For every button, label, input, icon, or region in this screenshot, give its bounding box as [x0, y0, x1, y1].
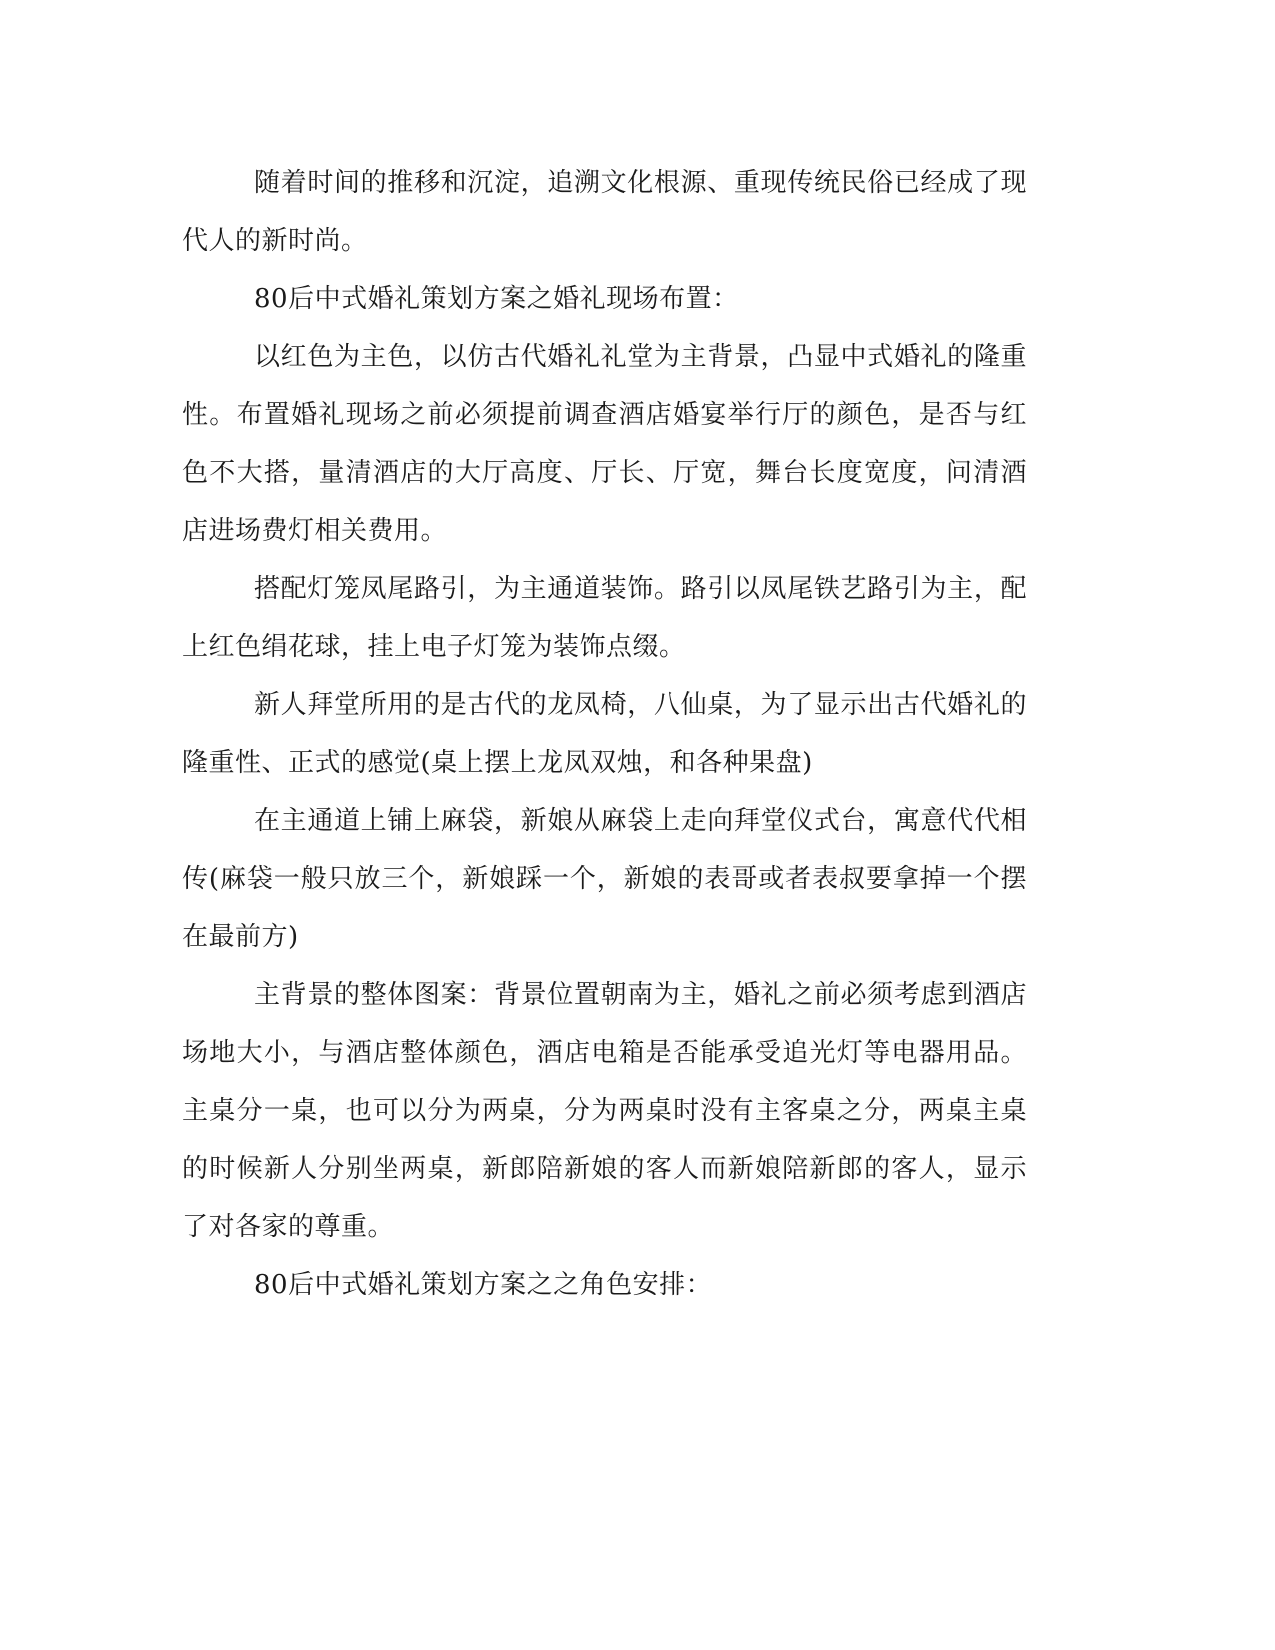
paragraph-backdrop-tables: 主背景的整体图案：背景位置朝南为主，婚礼之前必须考虑到酒店场地大小，与酒店整体颜色，酒店电箱是否能承受追光灯等电器用品。主桌分一桌，也可以分为两桌，分为两桌时没有主客桌之分，两桌主桌的时候新人分别坐两桌，新郎陪新娘的客人而新娘陪新郎的客人，显示了对各家的尊重。	[182, 980, 1027, 1242]
paragraph-ceremony-furniture: 新人拜堂所用的是古代的龙凤椅，八仙桌，为了显示出古代婚礼的隆重性、正式的感觉(桌上摆上龙凤双烛，和各种果盘)	[182, 690, 1027, 778]
paragraph-lantern-aisle: 搭配灯笼凤尾路引，为主通道装饰。路引以凤尾铁艺路引为主，配上红色绢花球，挂上电子灯笼为装饰点缀。	[182, 574, 1027, 662]
document-body	[182, 154, 1027, 1314]
heading-venue-layout: 80后中式婚礼策划方案之婚礼现场布置：	[254, 284, 739, 314]
paragraph-sacks-tradition: 在主通道上铺上麻袋，新娘从麻袋上走向拜堂仪式台，寓意代代相传(麻袋一般只放三个，新娘踩一个，新娘的表哥或者表叔要拿掉一个摆在最前方)	[182, 806, 1027, 952]
heading-role-arrangement: 80后中式婚礼策划方案之之角色安排：	[254, 1270, 713, 1300]
paragraph-intro: 随着时间的推移和沉淀，追溯文化根源、重现传统民俗已经成了现代人的新时尚。	[182, 168, 1027, 256]
paragraph-red-theme: 以红色为主色，以仿古代婚礼礼堂为主背景，凸显中式婚礼的隆重性。布置婚礼现场之前必须提前调查酒店婚宴举行厅的颜色，是否与红色不大搭，量清酒店的大厅高度、厅长、厅宽，舞台长度宽度，问清酒店进场费灯相关费用。	[182, 342, 1027, 546]
